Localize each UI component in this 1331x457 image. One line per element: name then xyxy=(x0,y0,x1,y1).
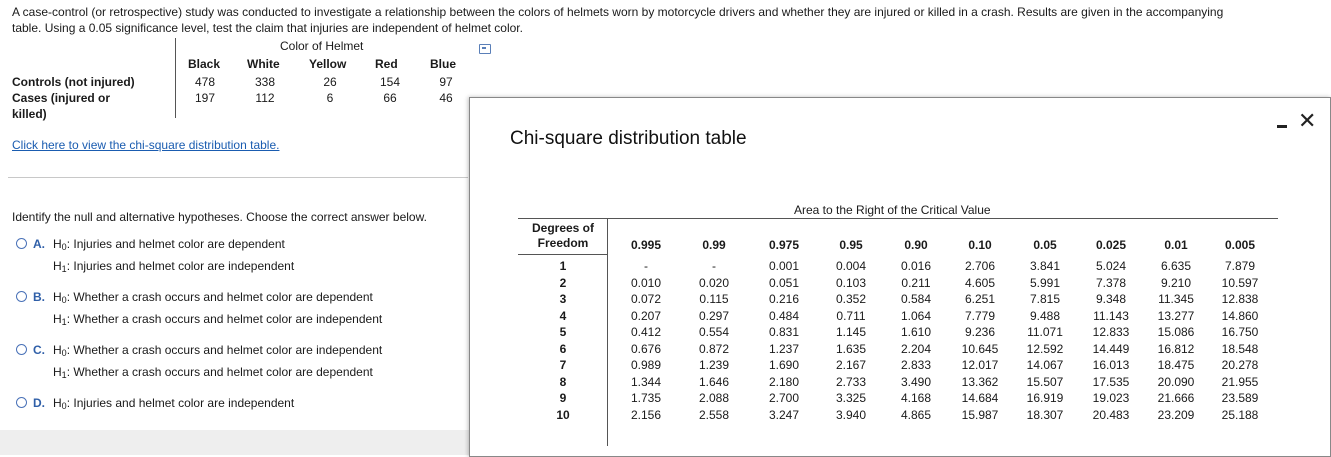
radio-option-a[interactable] xyxy=(16,238,27,249)
df-value: 9 xyxy=(559,391,567,405)
table-cell: 0.412 xyxy=(630,325,662,339)
problem-statement xyxy=(12,4,1330,36)
table-cell: 3.490 xyxy=(900,374,932,389)
row-label-cases: Cases (injured or xyxy=(12,91,111,105)
table-cell: 9.236 xyxy=(964,325,996,339)
table-cell: 15.086 xyxy=(1157,325,1195,339)
table-cell: 0.831 xyxy=(768,325,800,339)
copy-table-icon[interactable] xyxy=(479,44,491,54)
option-c-h1: $H_1$: Whether a crash occurs and helmet color are dependent xyxy=(53,365,373,380)
table-cell: 5.024 xyxy=(1095,259,1127,273)
option-a-h1-text: Injuries and helmet color are independent xyxy=(73,259,295,273)
table-cell: 1.344 xyxy=(630,374,662,389)
col-header: 0.005 xyxy=(1224,238,1256,252)
chi-square-table-link[interactable]: Click here to view the chi-square distribution table. xyxy=(12,138,280,152)
col-header-black: Black xyxy=(188,57,221,71)
table-cell: 9.488 xyxy=(1029,308,1061,323)
df-value: 3 xyxy=(559,292,567,306)
table-cell: 23.589 xyxy=(1221,391,1259,405)
table-cell: - xyxy=(712,259,716,273)
radio-option-b[interactable] xyxy=(16,291,27,302)
table-cell: 1.237 xyxy=(768,341,800,356)
table-cell: 9.210 xyxy=(1160,275,1192,290)
table-cell: 0.216 xyxy=(768,292,800,306)
table-cell: 0.352 xyxy=(835,292,867,306)
table-cell: 0.872 xyxy=(698,341,730,356)
option-letter: A. xyxy=(33,237,45,251)
df-value: 6 xyxy=(559,341,567,356)
table-cell: 14.067 xyxy=(1026,358,1064,372)
option-c-h0-text: Whether a crash occurs and helmet color are independent xyxy=(73,343,383,357)
area-label: Area to the Right of the Critical Value xyxy=(794,203,991,217)
cell: 197 xyxy=(194,91,216,105)
chi-square-table xyxy=(518,186,1278,446)
table-cell: 0.584 xyxy=(900,292,932,306)
col-header: 0.025 xyxy=(1095,238,1127,252)
table-cell: 15.987 xyxy=(961,407,999,422)
table-cell: 3.940 xyxy=(835,407,867,422)
col-header: 0.10 xyxy=(968,238,992,252)
table-cell: 13.362 xyxy=(961,374,999,389)
option-a-h0: $H_0$: Injuries and helmet color are dependent xyxy=(53,237,285,252)
col-header: 0.99 xyxy=(702,238,726,252)
table-cell: 18.307 xyxy=(1026,407,1064,422)
table-cell: 0.711 xyxy=(836,308,866,323)
option-letter: C. xyxy=(33,343,45,357)
table-cell: 18.475 xyxy=(1157,358,1195,372)
table-cell: 17.535 xyxy=(1092,374,1130,389)
table-cell: 20.090 xyxy=(1157,374,1195,389)
table-cell: 18.548 xyxy=(1221,341,1259,356)
table-cell: 4.168 xyxy=(900,391,932,405)
table-cell: 11.143 xyxy=(1093,308,1129,323)
question-text: Identify the null and alternative hypotheses. Choose the correct answer below. xyxy=(12,210,427,224)
cell: 112 xyxy=(255,91,275,105)
table-cell: 16.919 xyxy=(1026,391,1064,405)
df-value: 5 xyxy=(559,325,567,339)
table-cell: 0.004 xyxy=(835,259,867,273)
cell: 6 xyxy=(326,91,334,105)
df-value: 10 xyxy=(556,407,570,422)
table-cell: 20.483 xyxy=(1092,407,1130,422)
df-header-line-2: Freedom xyxy=(537,236,589,250)
table-cell: 23.209 xyxy=(1157,407,1195,422)
option-d-h0-text: Injuries and helmet color are independent xyxy=(73,396,295,410)
col-header: 0.01 xyxy=(1164,238,1188,252)
cell: 97 xyxy=(439,75,453,89)
table-cell: 15.507 xyxy=(1026,374,1064,389)
table-cell: 3.841 xyxy=(1029,259,1061,273)
table-cell: 2.156 xyxy=(630,407,662,422)
table-cell: 11.071 xyxy=(1027,325,1063,339)
df-header xyxy=(518,221,608,251)
table-cell: 2.167 xyxy=(835,358,867,372)
option-b-h1: $H_1$: Whether a crash occurs and helmet color are independent xyxy=(53,312,383,327)
table-cell: 12.833 xyxy=(1092,325,1130,339)
popup-title: Chi-square distribution table xyxy=(510,128,747,149)
table-cell: 7.779 xyxy=(964,308,996,323)
df-header-line-1: Degrees of xyxy=(531,221,595,235)
table-cell: 7.879 xyxy=(1224,259,1256,273)
table-rule xyxy=(518,218,1278,219)
col-header-red: Red xyxy=(375,57,398,71)
row-label-cases-2: killed) xyxy=(12,107,47,121)
table-cell: 4.605 xyxy=(964,275,996,290)
radio-option-c[interactable] xyxy=(16,344,27,355)
option-c-h1-text: Whether a crash occurs and helmet color are dependent xyxy=(73,365,373,379)
df-value: 4 xyxy=(559,308,567,323)
col-header: 0.995 xyxy=(630,238,662,252)
table-cell: 20.278 xyxy=(1221,358,1259,372)
cell: 154 xyxy=(379,75,401,89)
table-cell: 0.103 xyxy=(835,275,867,290)
table-cell: 0.115 xyxy=(699,292,729,306)
table-cell: 0.297 xyxy=(698,308,730,323)
df-value: 1 xyxy=(559,259,567,273)
radio-option-d[interactable] xyxy=(16,397,27,408)
table-cell: 0.051 xyxy=(768,275,800,290)
table-cell: 3.325 xyxy=(835,391,867,405)
table-cell: 2.204 xyxy=(900,341,932,356)
option-b-h1-text: Whether a crash occurs and helmet color are independent xyxy=(73,312,383,326)
table-cell: 1.635 xyxy=(835,341,867,356)
table-cell: 0.072 xyxy=(630,292,662,306)
table-cell: 4.865 xyxy=(900,407,932,422)
table-cell: 12.838 xyxy=(1221,292,1259,306)
table-cell: 12.017 xyxy=(961,358,999,372)
table-cell: 14.449 xyxy=(1092,341,1130,356)
table-divider xyxy=(175,38,176,118)
table-cell: 3.247 xyxy=(768,407,800,422)
table-cell: 6.635 xyxy=(1160,259,1192,273)
option-a-h1: $H_1$: Injuries and helmet color are independent xyxy=(53,259,295,274)
col-header: 0.95 xyxy=(839,238,863,252)
table-cell: 5.991 xyxy=(1029,275,1061,290)
option-d-h0: $H_0$: Injuries and helmet color are independent xyxy=(53,396,295,411)
table-cell: 0.211 xyxy=(901,275,931,290)
option-a-h0-text: Injuries and helmet color are dependent xyxy=(73,237,285,251)
table-cell: 0.989 xyxy=(630,358,662,372)
table-cell: 10.597 xyxy=(1221,275,1259,290)
divider xyxy=(8,177,468,178)
option-b-h0: $H_0$: Whether a crash occurs and helmet color are dependent xyxy=(53,290,373,305)
option-b-h0-text: Whether a crash occurs and helmet color are dependent xyxy=(73,290,373,304)
table-cell: 16.750 xyxy=(1221,325,1259,339)
minimize-icon[interactable] xyxy=(1274,114,1290,130)
table-cell: 0.676 xyxy=(630,341,662,356)
table-cell: 2.180 xyxy=(768,374,800,389)
cell: 26 xyxy=(323,75,337,89)
close-icon[interactable]: ✕ xyxy=(1298,108,1317,133)
table-cell: 0.207 xyxy=(630,308,662,323)
col-header-blue: Blue xyxy=(430,57,457,71)
table-cell: 7.815 xyxy=(1029,292,1061,306)
table-cell: 11.345 xyxy=(1158,292,1194,306)
table-cell: 13.277 xyxy=(1157,308,1195,323)
table-cell: 0.484 xyxy=(768,308,800,323)
table-cell: 1.646 xyxy=(698,374,730,389)
col-header: 0.05 xyxy=(1033,238,1057,252)
table-cell: 2.700 xyxy=(768,391,800,405)
table-cell: 21.955 xyxy=(1221,374,1259,389)
table-cell: 1.610 xyxy=(900,325,932,339)
col-header-white: White xyxy=(247,57,280,71)
table-cell: 1.064 xyxy=(900,308,932,323)
col-header: 0.90 xyxy=(904,238,928,252)
chi-square-popup xyxy=(469,97,1331,457)
table-cell: 6.251 xyxy=(964,292,996,306)
table-cell: 2.733 xyxy=(835,374,867,389)
df-header-rule xyxy=(518,254,608,255)
problem-line-2: table. Using a 0.05 significance level, test the claim that injuries are independent of helmet color. xyxy=(12,21,523,35)
table-cell: 1.145 xyxy=(835,325,867,339)
footer-bar xyxy=(0,430,470,455)
df-value: 2 xyxy=(559,275,567,290)
option-letter: D. xyxy=(33,396,45,410)
table-cell: 16.013 xyxy=(1092,358,1130,372)
table-cell: 1.690 xyxy=(768,358,800,372)
table-cell: 2.833 xyxy=(900,358,932,372)
table-cell: 19.023 xyxy=(1092,391,1130,405)
table-cell: 12.592 xyxy=(1026,341,1064,356)
df-value: 8 xyxy=(559,374,567,389)
table-cell: 7.378 xyxy=(1095,275,1127,290)
col-header-yellow: Yellow xyxy=(309,57,347,71)
table-cell: 0.016 xyxy=(900,259,932,273)
cell: 46 xyxy=(439,91,453,105)
table-cell: 14.860 xyxy=(1221,308,1259,323)
cell: 478 xyxy=(194,75,216,89)
helmet-data-table xyxy=(12,38,472,128)
table-cell: 16.812 xyxy=(1157,341,1195,356)
table-cell: 14.684 xyxy=(961,391,999,405)
table-cell: 9.348 xyxy=(1095,292,1127,306)
table-cell: 0.554 xyxy=(698,325,730,339)
df-value: 7 xyxy=(559,358,567,372)
table-cell: 25.188 xyxy=(1221,407,1259,422)
table-cell: - xyxy=(644,259,648,273)
row-label-controls: Controls (not injured) xyxy=(12,75,135,89)
table-cell: 10.645 xyxy=(961,341,999,356)
cell: 338 xyxy=(254,75,276,89)
option-letter: B. xyxy=(33,290,45,304)
table-cell: 0.010 xyxy=(630,275,662,290)
cell: 66 xyxy=(383,91,397,105)
table-caption: Color of Helmet xyxy=(280,39,364,53)
option-c-h0: $H_0$: Whether a crash occurs and helmet color are independent xyxy=(53,343,383,358)
table-cell: 2.706 xyxy=(964,259,996,273)
table-cell: 0.001 xyxy=(768,259,800,273)
table-cell: 1.735 xyxy=(630,391,662,405)
col-header: 0.975 xyxy=(768,238,800,252)
table-cell: 2.088 xyxy=(698,391,730,405)
table-cell: 2.558 xyxy=(698,407,730,422)
table-cell: 1.239 xyxy=(698,358,730,372)
problem-line-1: A case-control (or retrospective) study was conducted to investigate a relationship between the colors of helmets worn by motorcycle drivers and whether they are injured or killed in a crash. Results are given in the accompanying xyxy=(12,5,1224,19)
table-cell: 0.020 xyxy=(698,275,730,290)
table-cell: 21.666 xyxy=(1157,391,1195,405)
